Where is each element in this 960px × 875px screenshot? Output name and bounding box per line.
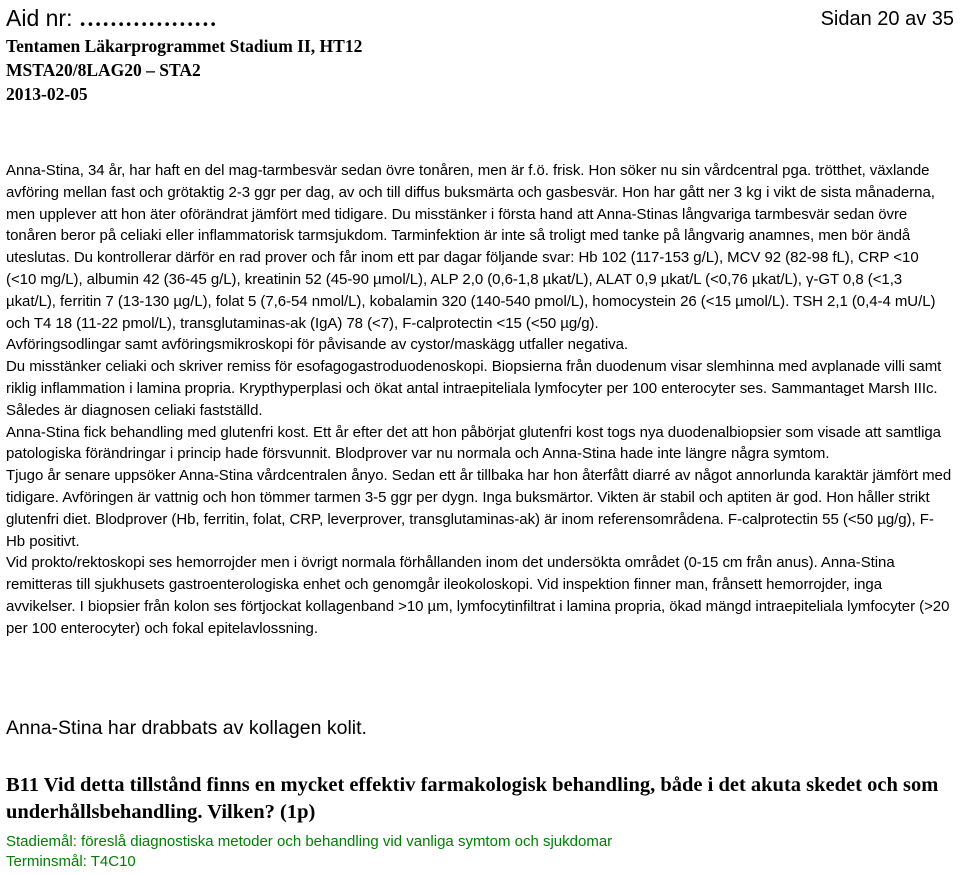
exam-info [6,34,956,106]
aid-number-blank: ……………… [78,6,217,31]
case-description [6,160,952,640]
course-code: MSTA20/8LAG20 – STA2 [6,60,201,80]
exam-date: 2013-02-05 [6,84,88,104]
aid-number-label: Aid nr: [6,5,79,31]
stage-goal: Stadiemål: föreslå diagnostiska metoder och behandling vid vanliga symtom och sjukdomar [6,833,613,850]
case-paragraph: Anna-Stina fick behandling med glutenfri kost. Ett år efter det att hon påbörjat glutenfri kost togs nya duodenalbiopsier som visade att samtliga patologiska förändringar i princip hade försvunnit. Blodprover var nu normala och Anna-Stina hade inte längre några symtom. [6,423,941,463]
case-paragraph: Du misstänker celiaki och skriver remiss för esofagogastroduodenoskopi. Biopsierna från duodenum visar slemhinna med avplanade villi samt riklig inflammation i lamina propria. Krypthyperplasi och ökat antal intraepiteliala lymfocyter per 100 enterocyter ses. Sammantaget Marsh IIIc. Således är diagnosen celiaki fastställd. [6,358,942,419]
page-header [6,4,956,34]
exam-page [6,4,956,106]
question-b11: B11 Vid detta tillstånd finns en mycket effektiv farmakologisk behandling, både i det akuta skedet och som underhållsbehandling. Vilken? (1p) [6,774,939,823]
exam-title: Tentamen Läkarprogrammet Stadium II, HT12 [6,36,363,56]
case-paragraph: Avföringsodlingar samt avföringsmikroskopi för påvisande av cystor/maskägg utfaller negativa. [6,336,629,354]
case-paragraph: Anna-Stina, 34 år, har haft en del mag-tarmbesvär sedan övre tonåren, men är f.ö. frisk. Hon söker nu sin vårdcentral pga. trötthet, växlande avföring mellan fast och grötaktig 2-3 ggr per dag, av och till diffus buksmärta och gasbesvär. Hon har gått ner 3 kg i vikt de sista månaderna, men upplever att hon äter oförändrat jämfört med tidigare. Du misstänker i första hand att Anna-Stinas långvariga tarmbesvär sedan övre tonåren beror på celiaki eller inflammatorisk tarmsjukdom. Tarminfektion är inte så troligt med tanke på långvarig anamnes, men bör ändå uteslutas. Du kontrollerar därför en rad prover och får inom ett par dagar följande svar: Hb 102 (117-153 g/L), MCV 92 (82-98 fL), CRP <10 (<10 mg/L), albumin 42 (36-45 g/L), kreatinin 52 (45-90 µmol/L), ALP 2,0 (0,6-1,8 µkat/L), ALAT 0,9 µkat/L (<0,76 µkat/L), γ-GT 0,8 (<1,3 µkat/L), ferritin 7 (13-130 µg/L), folat 5 (7,6-54 nmol/L), kobalamin 320 (140-540 pmol/L), homocystein 26 (<15 µmol/L). TSH 2,1 (0,4-4 mU/L) och T4 18 (11-22 pmol/L), transglutaminas-ak (IgA) 78 (<7), F-calprotectin <15 (<50 µg/g). [6,162,936,332]
case-paragraph: Tjugo år senare uppsöker Anna-Stina vårdcentralen ånyo. Sedan ett år tillbaka har hon återfått diarré av något annorlunda karaktär jämfört med tidigare. Avföringen är vattnig och hon tömmer tarmen 3-5 ggr per dygn. Inga buksmärtor. Vikten är stabil och aptiten är god. Hon håller strikt glutenfri diet. Blodprover (Hb, ferritin, folat, CRP, leverprover, transglutaminas-ak) är inom referensområdena. F-calprotectin 55 (<50 µg/g), F-Hb positivt. [6,467,952,550]
case-paragraph: Vid prokto/rektoskopi ses hemorrojder men i övrigt normala förhållanden inom det undersökta området (0-15 cm från anus). Anna-Stina remitteras till sjukhusets gastroenterologiska enhet och genomgår ileokoloskopi. Vid inspektion finner man, frånsett hemorrojder, inga avvikelser. I biopsier från kolon ses förtjockat kollagenband >10 µm, lymfocytinfiltrat i lamina propria, ökad mängd intraepiteliala lymfocyter (>20 per 100 enterocyter) och fokal epitelavlossning. [6,554,950,637]
term-goal: Terminsmål: T4C10 [6,853,136,870]
aid-number-field [6,4,217,33]
diagnosis-statement: Anna-Stina har drabbats av kollagen kolit. [6,717,367,739]
page-number: Sidan 20 av 35 [820,8,954,30]
